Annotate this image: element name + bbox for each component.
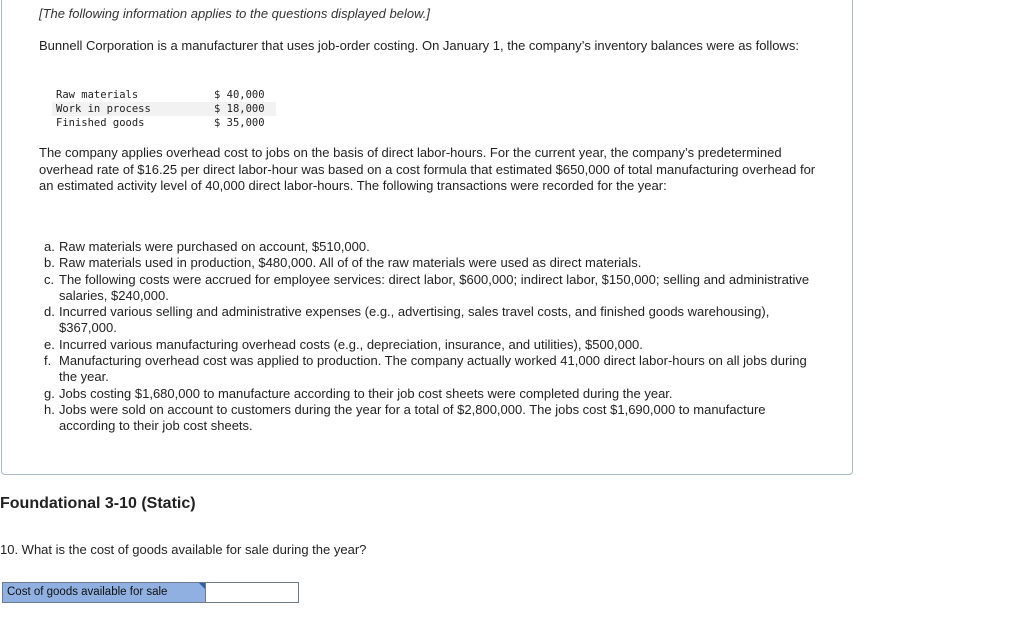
inventory-label: Raw materials [56, 89, 139, 101]
transaction-text: Jobs were sold on account to customers during the year for a total of $2,800,000. The jobs cost $1,690,000 to manufacture according to their job cost sheets. [59, 401, 766, 434]
section-title: Foundational 3-10 (Static) [0, 495, 196, 512]
cell-corner-marker-icon [199, 583, 205, 589]
transaction-letter: h. [44, 401, 55, 417]
inventory-balances-table [52, 88, 276, 130]
transaction-text: Incurred various selling and administrative expenses (e.g., advertising, sales travel costs, and finished goods warehousing), $367,000. [59, 304, 770, 336]
intro-note: [The following information applies to the questions displayed below.] [39, 6, 430, 21]
transaction-item [44, 272, 824, 305]
transactions-list [44, 239, 824, 435]
transaction-text: Incurred various manufacturing overhead costs (e.g., depreciation, insurance, and utilities), $500,000. [59, 336, 643, 352]
company-description: Bunnell Corporation is a manufacturer that uses job-order costing. On January 1, the company’s inventory balances were as follows: [39, 38, 799, 53]
cost-of-goods-available-input[interactable] [205, 583, 298, 602]
answer-label: Cost of goods available for sale [7, 586, 168, 598]
transaction-letter: f. [44, 353, 52, 369]
inventory-value: $ 18,000 [210, 102, 276, 116]
overhead-description: The company applies overhead cost to jobs on the basis of direct labor-hours. For the current year, the company’s predetermined overhead rate of $16.25 per direct labor-hour was based on a cost formula that estimated $650,000 of total manufacturing overhead for an estimated activity level of 40,000 direct labor-hours. The following transactions were recorded for the year: [39, 145, 816, 193]
answer-row [2, 582, 299, 603]
info-panel [1, 0, 853, 475]
transaction-item [44, 353, 824, 386]
inventory-value: $ 35,000 [214, 117, 265, 129]
inventory-row-raw-materials [52, 88, 276, 102]
transaction-letter: b. [44, 255, 55, 271]
answer-label-cell [3, 583, 205, 602]
inventory-row-work-in-process [52, 102, 276, 116]
question-text: 10. What is the cost of goods available for sale during the year? [0, 542, 367, 557]
transaction-letter: e. [44, 336, 55, 352]
transaction-text: Raw materials were purchased on account, $510,000. [59, 239, 370, 254]
transaction-item [44, 402, 824, 435]
transaction-item [44, 255, 824, 271]
transaction-text: Jobs costing $1,680,000 to manufacture according to their job cost sheets were completed during the year. [59, 385, 673, 401]
transaction-letter: a. [44, 239, 55, 254]
transaction-item [44, 337, 824, 353]
transaction-letter: c. [44, 271, 55, 287]
inventory-value: $ 40,000 [214, 89, 265, 101]
inventory-row-finished-goods [52, 116, 276, 130]
transaction-text: Raw materials used in production, $480,000. All of of the raw materials were used as direct materials. [59, 255, 642, 271]
transaction-item [44, 386, 824, 402]
transaction-letter: d. [44, 304, 55, 320]
transaction-text: Manufacturing overhead cost was applied to production. The company actually worked 41,000 direct labor-hours on all jobs during the year. [59, 353, 807, 385]
transaction-text: The following costs were accrued for employee services: direct labor, $600,000; indirect labor, $150,000; selling and administrative salaries, $240,000. [59, 271, 810, 303]
inventory-label: Finished goods [56, 117, 145, 129]
transaction-item [44, 304, 824, 337]
transaction-item [44, 239, 824, 255]
inventory-label: Work in process [52, 102, 210, 116]
transaction-letter: g. [44, 385, 55, 401]
